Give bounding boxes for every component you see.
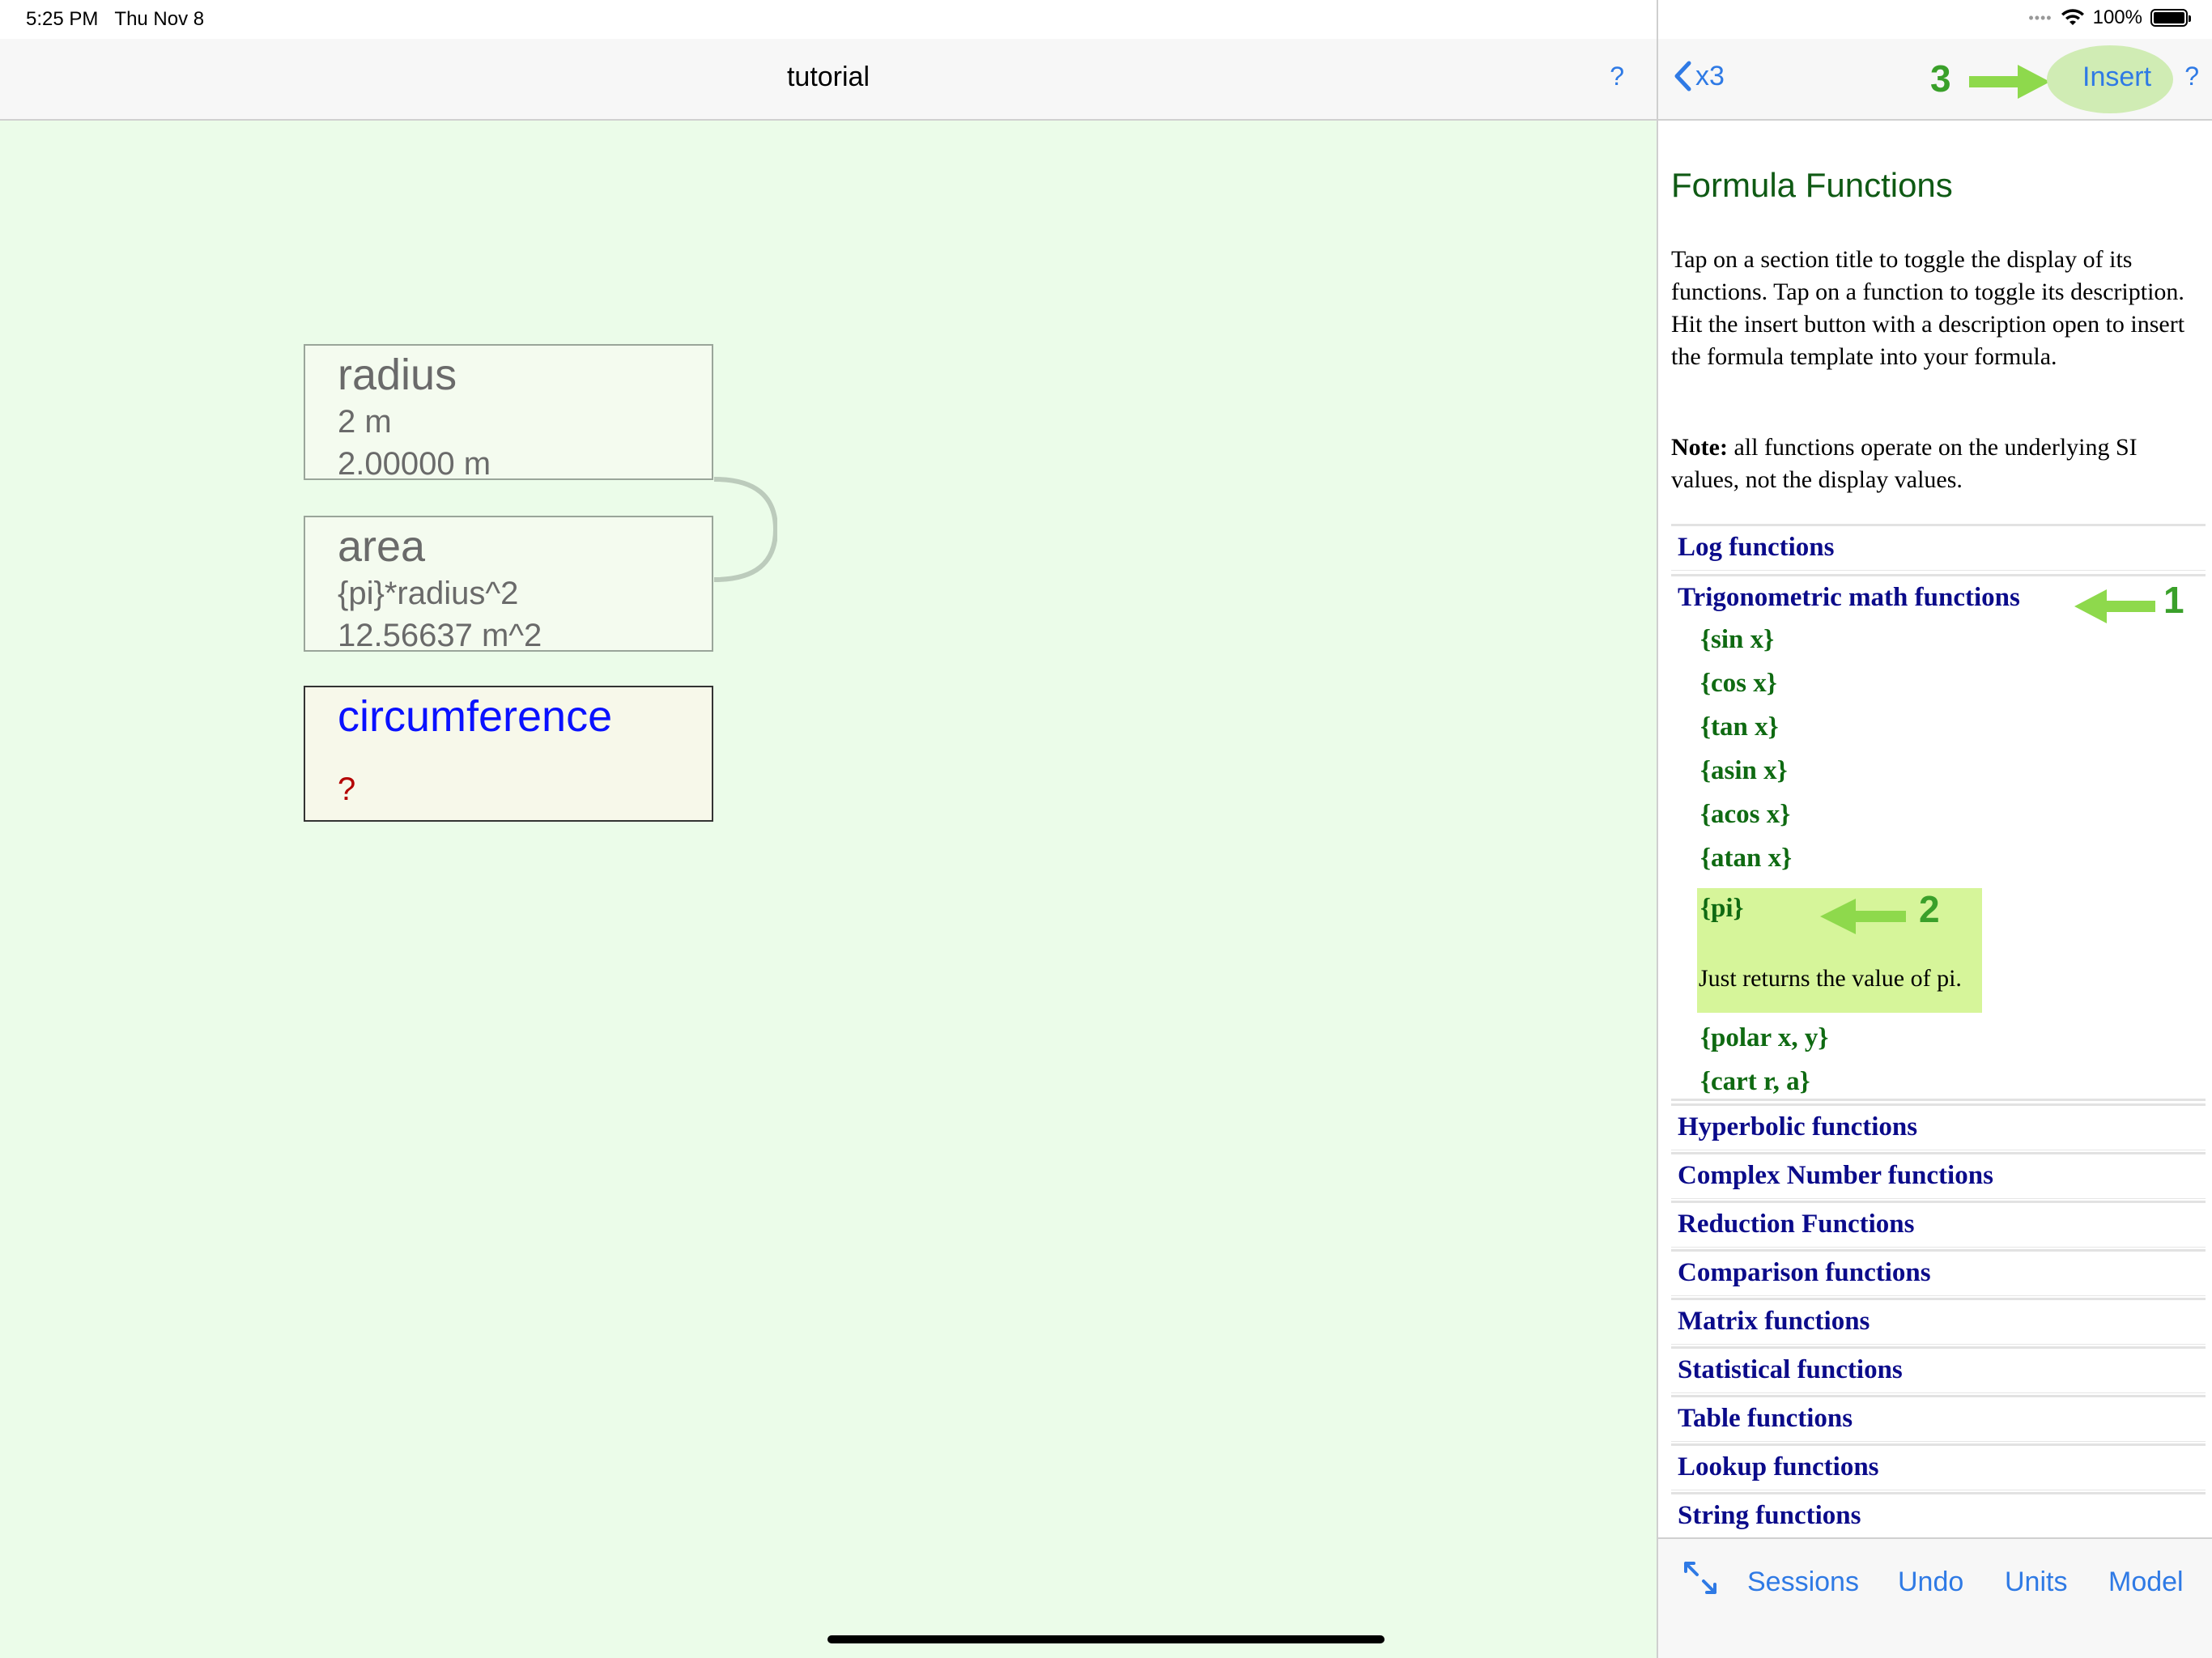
- node-name: radius: [338, 351, 457, 399]
- section-string-functions[interactable]: String functions: [1671, 1492, 2206, 1537]
- units-button[interactable]: Units: [2005, 1567, 2068, 1597]
- functions-panel[interactable]: [1658, 121, 2212, 1537]
- status-bar-time: [26, 8, 204, 31]
- right-nav-bar: [1658, 39, 2212, 121]
- bottom-toolbar: [1658, 1537, 2212, 1658]
- battery-percent: 100%: [2092, 6, 2142, 28]
- section-complex-number-functions[interactable]: Complex Number functions: [1671, 1152, 2206, 1199]
- function-asin[interactable]: {asin x}: [1700, 756, 1788, 785]
- annotation-arrow-left-icon: [2073, 588, 2157, 625]
- date-label: Thu Nov 8: [114, 8, 205, 30]
- chevron-left-icon: [1673, 60, 1692, 92]
- annotation-2: 2: [1919, 888, 1940, 930]
- node-formula: {pi}*radius^2: [338, 576, 519, 611]
- function-pi[interactable]: {pi}: [1700, 894, 1744, 923]
- annotation-arrow-left-icon: [1819, 897, 1908, 936]
- undo-button[interactable]: Undo: [1898, 1567, 1964, 1597]
- battery-icon: [2150, 9, 2188, 27]
- note-text: all functions operate on the underlying SI values, not the display values.: [1671, 434, 2138, 493]
- function-acos[interactable]: {acos x}: [1700, 800, 1791, 829]
- insert-button[interactable]: Insert: [2082, 62, 2152, 92]
- function-atan[interactable]: {atan x}: [1700, 844, 1793, 873]
- panel-title: Formula Functions: [1671, 166, 1953, 204]
- page-title: tutorial: [786, 62, 870, 92]
- function-cart[interactable]: {cart r, a}: [1700, 1067, 1810, 1096]
- help-button[interactable]: ?: [2184, 62, 2199, 91]
- node-formula: 2 m: [338, 404, 392, 440]
- back-label: x3: [1695, 60, 1725, 91]
- section-matrix-functions[interactable]: Matrix functions: [1671, 1298, 2206, 1345]
- section-comparison-functions[interactable]: Comparison functions: [1671, 1249, 2206, 1296]
- model-button[interactable]: Model: [2108, 1567, 2184, 1597]
- node-value: 2.00000 m: [338, 446, 491, 482]
- node-name: circumference: [338, 692, 613, 741]
- section-trigonometric-expanded: [1671, 574, 2206, 1101]
- function-description: Just returns the value of pi.: [1699, 965, 1962, 992]
- wifi-icon: [2061, 9, 2085, 27]
- sessions-button[interactable]: Sessions: [1747, 1567, 1859, 1597]
- function-sin[interactable]: {sin x}: [1700, 625, 1775, 654]
- annotation-1: 1: [2163, 579, 2184, 621]
- expand-arrows-icon[interactable]: [1682, 1560, 1718, 1596]
- node-name: area: [338, 522, 426, 571]
- note-label: Note:: [1671, 434, 1728, 461]
- help-button[interactable]: ?: [1610, 62, 1624, 91]
- node-radius[interactable]: [304, 344, 713, 480]
- annotation-3: 3: [1930, 57, 1951, 100]
- home-indicator: [827, 1635, 1385, 1643]
- node-value: ?: [338, 772, 356, 807]
- panel-description: Tap on a section title to toggle the display of its functions. Tap on a function to toggle its description. Hit the insert button with a description open to insert the formula template into your formula.: [1671, 246, 2185, 370]
- time-label: 5:25 PM: [26, 8, 99, 30]
- section-table-functions[interactable]: Table functions: [1671, 1395, 2206, 1442]
- panel-note: [1671, 432, 2189, 496]
- section-log-functions[interactable]: Log functions: [1671, 524, 2206, 571]
- section-statistical-functions[interactable]: Statistical functions: [1671, 1346, 2206, 1393]
- section-lookup-functions[interactable]: Lookup functions: [1671, 1443, 2206, 1490]
- status-bar-indicators: [2028, 6, 2188, 29]
- node-circumference[interactable]: [304, 686, 713, 822]
- annotation-arrow-right-icon: [1967, 63, 2052, 100]
- signal-dots-icon: ••••: [2028, 9, 2052, 26]
- dependency-connector: [713, 477, 777, 582]
- section-reduction-functions[interactable]: Reduction Functions: [1671, 1201, 2206, 1248]
- left-nav-bar: [0, 39, 1657, 121]
- model-canvas[interactable]: [0, 121, 1657, 1658]
- section-hyperbolic-functions[interactable]: Hyperbolic functions: [1671, 1103, 2206, 1150]
- function-tan[interactable]: {tan x}: [1700, 712, 1779, 742]
- back-button[interactable]: [1673, 60, 1725, 92]
- node-area[interactable]: [304, 516, 713, 652]
- node-value: 12.56637 m^2: [338, 618, 542, 653]
- function-polar[interactable]: {polar x, y}: [1700, 1023, 1829, 1052]
- function-cos[interactable]: {cos x}: [1700, 669, 1777, 698]
- section-trigonometric-functions[interactable]: Trigonometric math functions: [1678, 583, 2020, 612]
